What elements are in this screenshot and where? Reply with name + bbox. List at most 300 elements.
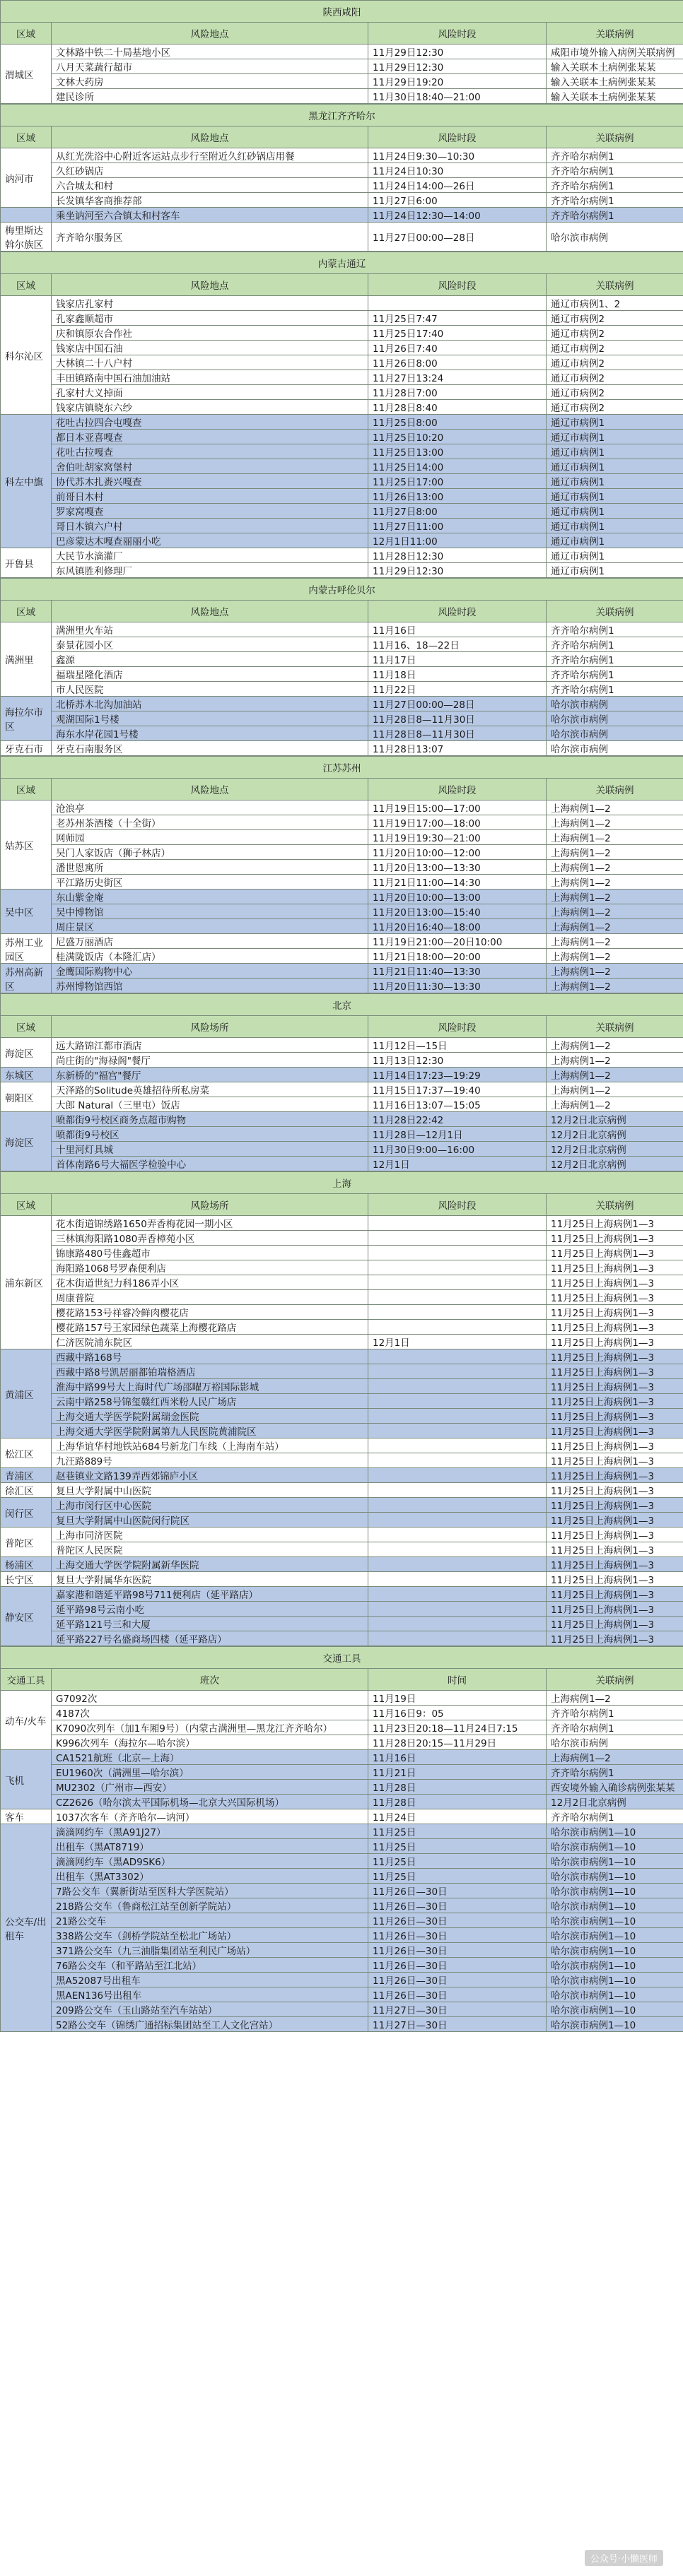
time-cell: 11月19日17:00—18:00	[368, 815, 547, 830]
case-cell: 通辽市病例2	[547, 370, 683, 385]
location-cell: 网师园	[52, 830, 368, 845]
location-cell: 上海市闵行区中心医院	[52, 1498, 368, 1513]
time-cell	[368, 1364, 547, 1379]
table-row	[1, 1557, 683, 1572]
time-cell: 11月24日10:30	[368, 163, 547, 178]
case-cell: 上海病例1—2	[547, 1750, 683, 1765]
location-cell: 从红光洗浴中心附近客运站点步行至附近久红砂锅店用餐	[52, 148, 368, 163]
table-row	[1, 622, 683, 637]
case-cell: 通辽市病例1	[547, 474, 683, 489]
location-cell: 庆和镇原农合作社	[52, 326, 368, 341]
time-cell: 11月25日	[368, 1824, 547, 1839]
case-cell: 通辽市病例2	[547, 341, 683, 355]
case-cell: 通辽市病例1	[547, 489, 683, 504]
location-cell: 52路公交车（锦绣广通招标集团站至工人文化宫站）	[52, 2017, 368, 2032]
region-cell: 闵行区	[1, 1498, 52, 1528]
time-cell: 11月28日13:07	[368, 741, 547, 756]
table-row	[1, 504, 683, 519]
table-row	[1, 964, 683, 979]
case-cell: 11月25日上海病例1—3	[547, 1513, 683, 1528]
table-row	[1, 1869, 683, 1884]
section-table	[0, 104, 683, 252]
table-row	[1, 74, 683, 89]
location-cell: 花吐古拉嘎查	[52, 444, 368, 459]
location-cell: 钱家店中国石油	[52, 341, 368, 355]
region-cell: 开鲁县	[1, 548, 52, 578]
time-cell: 11月28日8—11月30日	[368, 726, 547, 741]
case-cell: 哈尔滨市病例1—10	[547, 1987, 683, 2002]
case-cell: 11月25日上海病例1—3	[547, 1394, 683, 1409]
case-cell: 11月25日上海病例1—3	[547, 1424, 683, 1438]
location-cell: 桂满陇饭店（本隆汇店）	[52, 949, 368, 964]
header-row	[1, 274, 683, 296]
case-cell: 输入关联本土病例张某某	[547, 74, 683, 89]
case-cell: 12月2日北京病例	[547, 1157, 683, 1171]
table-row	[1, 1483, 683, 1498]
region-cell: 东城区	[1, 1068, 52, 1082]
table-row	[1, 548, 683, 563]
table-row	[1, 1498, 683, 1513]
time-cell: 11月15日17:37—19:40	[368, 1082, 547, 1097]
location-cell: 371路公交车（九三油脂集团站至利民广场站）	[52, 1943, 368, 1958]
time-cell: 11月20日10:00—13:00	[368, 890, 547, 904]
case-cell: 11月25日上海病例1—3	[547, 1602, 683, 1617]
case-cell: 12月2日北京病例	[547, 1112, 683, 1127]
column-header: 风险地点	[52, 779, 368, 800]
table-row	[1, 1987, 683, 2002]
case-cell: 上海病例1—2	[547, 1097, 683, 1112]
case-cell: 哈尔滨市病例1—10	[547, 1869, 683, 1884]
time-cell	[368, 1542, 547, 1557]
table-row	[1, 385, 683, 400]
region-cell: 动车/火车	[1, 1691, 52, 1750]
section-table	[0, 252, 683, 578]
section-title: 上海	[1, 1172, 683, 1194]
region-cell: 讷河市	[1, 148, 52, 208]
table-row	[1, 59, 683, 74]
location-cell: 海阳路1068号罗森便利店	[52, 1260, 368, 1275]
region-cell: 徐汇区	[1, 1483, 52, 1498]
time-cell: 11月27日13:24	[368, 370, 547, 385]
case-cell: 齐齐哈尔病例1	[547, 1706, 683, 1720]
time-cell	[368, 1379, 547, 1394]
region-cell: 梅里斯达斡尔族区	[1, 223, 52, 252]
table-row	[1, 800, 683, 815]
location-cell: 喷都街9号校区商务点超市购物	[52, 1112, 368, 1127]
location-cell: 出租车（黑AT3302）	[52, 1869, 368, 1884]
time-cell: 11月25日	[368, 1869, 547, 1884]
location-cell: 淮海中路99号大上海时代广场邵曜万裕国际影城	[52, 1379, 368, 1394]
table-row	[1, 1795, 683, 1809]
location-cell: 樱花路157号王家园绿色蔬菜上海樱花路店	[52, 1320, 368, 1335]
case-cell: 上海病例1—2	[547, 890, 683, 904]
time-cell: 11月29日12:30	[368, 563, 547, 578]
column-header: 区域	[1, 274, 52, 296]
table-row	[1, 815, 683, 830]
header-row	[1, 23, 683, 45]
section-title: 交通工具	[1, 1647, 683, 1669]
time-cell	[368, 1394, 547, 1409]
table-row	[1, 1053, 683, 1068]
time-cell: 11月12日—15日	[368, 1038, 547, 1053]
location-cell: 338路公交车（剑桥学院站至松北广场站）	[52, 1928, 368, 1943]
section-title: 北京	[1, 994, 683, 1016]
location-cell: 十里河灯具城	[52, 1142, 368, 1157]
case-cell: 齐齐哈尔病例1	[547, 1765, 683, 1780]
table-row	[1, 1438, 683, 1453]
case-cell: 哈尔滨市病例1—10	[547, 1913, 683, 1928]
time-cell: 11月27日8:00	[368, 504, 547, 519]
time-cell: 11月20日13:00—15:40	[368, 904, 547, 919]
time-cell	[368, 1320, 547, 1335]
location-cell: K996次列车（海拉尔—哈尔滨）	[52, 1735, 368, 1750]
location-cell: 哥日木镇六户村	[52, 519, 368, 533]
case-cell: 上海病例1—2	[547, 800, 683, 815]
column-header: 区域	[1, 23, 52, 45]
table-row	[1, 1038, 683, 1053]
time-cell: 11月21日11:40—13:30	[368, 964, 547, 979]
time-cell: 11月27日—30日	[368, 2002, 547, 2017]
case-cell: 通辽市病例1	[547, 459, 683, 474]
table-row	[1, 682, 683, 697]
location-cell: 锦康路480号佳鑫超市	[52, 1246, 368, 1260]
location-cell: 潘世恩寓所	[52, 860, 368, 875]
section-title: 江苏苏州	[1, 757, 683, 779]
time-cell	[368, 1453, 547, 1468]
header-row	[1, 601, 683, 622]
time-cell: 11月28日20:15—11月29日	[368, 1735, 547, 1750]
table-row	[1, 1513, 683, 1528]
case-cell: 输入关联本土病例张某某	[547, 59, 683, 74]
time-cell	[368, 1231, 547, 1246]
case-cell: 通辽市病例2	[547, 355, 683, 370]
case-cell: 11月25日上海病例1—3	[547, 1409, 683, 1424]
table-row	[1, 148, 683, 163]
section-table	[0, 1646, 683, 2032]
column-header: 区域	[1, 601, 52, 622]
table-row	[1, 1631, 683, 1646]
location-cell: 齐齐哈尔服务区	[52, 223, 368, 252]
table-row	[1, 311, 683, 326]
table-row	[1, 1973, 683, 1987]
location-cell: 1037次客车（齐齐哈尔—讷河）	[52, 1809, 368, 1824]
column-header: 风险时段	[368, 1194, 547, 1216]
location-cell: 大民节水滴灌厂	[52, 548, 368, 563]
table-row	[1, 1824, 683, 1839]
case-cell: 齐齐哈尔病例1	[547, 1720, 683, 1735]
case-cell: 齐齐哈尔病例1	[547, 178, 683, 193]
table-row	[1, 563, 683, 578]
table-row	[1, 934, 683, 949]
table-row	[1, 1854, 683, 1869]
case-cell: 齐齐哈尔病例1	[547, 667, 683, 682]
table-row	[1, 875, 683, 890]
location-cell: 周康普院	[52, 1290, 368, 1305]
column-header: 区域	[1, 1194, 52, 1216]
case-cell: 通辽市病例1	[547, 444, 683, 459]
time-cell	[368, 1349, 547, 1364]
case-cell: 上海病例1—2	[547, 934, 683, 949]
table-row	[1, 89, 683, 104]
time-cell	[368, 1483, 547, 1498]
location-cell: 上海华谊华村地铁站684号新龙门车线（上海南车站）	[52, 1438, 368, 1453]
location-cell: 东风镇胜利修理厂	[52, 563, 368, 578]
region-cell: 浦东新区	[1, 1216, 52, 1349]
section-title: 内蒙古呼伦贝尔	[1, 579, 683, 601]
case-cell: 通辽市病例1	[547, 504, 683, 519]
case-cell: 哈尔滨市病例	[547, 697, 683, 711]
case-cell: 哈尔滨市病例1—10	[547, 1973, 683, 1987]
case-cell: 上海病例1—2	[547, 949, 683, 964]
location-cell: 复旦大学附属中山医院	[52, 1483, 368, 1498]
table-row	[1, 415, 683, 430]
location-cell: 观湖国际1号楼	[52, 711, 368, 726]
location-cell: 上海交通大学医学院附属瑞金医院	[52, 1409, 368, 1424]
location-cell: 218路公交车（鲁商松江站至创新学院站）	[52, 1898, 368, 1913]
section-table	[0, 756, 683, 993]
location-cell: 西藏中路168号	[52, 1349, 368, 1364]
time-cell: 11月14日17:23—19:29	[368, 1068, 547, 1082]
time-cell	[368, 1216, 547, 1231]
case-cell: 上海病例1—2	[547, 830, 683, 845]
region-cell: 科尔沁区	[1, 296, 52, 415]
time-cell: 11月13日12:30	[368, 1053, 547, 1068]
region-cell: 普陀区	[1, 1528, 52, 1557]
time-cell	[368, 1587, 547, 1602]
location-cell: 钱家店镇晓东六纱	[52, 400, 368, 415]
table-row	[1, 1706, 683, 1720]
time-cell: 11月29日12:30	[368, 59, 547, 74]
case-cell: 上海病例1—2	[547, 1053, 683, 1068]
time-cell: 11月27日6:00	[368, 193, 547, 208]
region-cell: 海淀区	[1, 1038, 52, 1068]
table-row	[1, 637, 683, 652]
table-row	[1, 1943, 683, 1958]
table-row	[1, 2017, 683, 2032]
case-cell: 上海病例1—2	[547, 964, 683, 979]
location-cell: 嘉家港和谐延平路98号711便利店（延平路店）	[52, 1587, 368, 1602]
table-row	[1, 1142, 683, 1157]
header-row	[1, 1016, 683, 1038]
time-cell: 11月26日—30日	[368, 1943, 547, 1958]
time-cell: 11月26日—30日	[368, 1973, 547, 1987]
column-header: 风险场所	[52, 1194, 368, 1216]
location-cell: CZ2626（哈尔滨太平国际机场—北京大兴国际机场）	[52, 1795, 368, 1809]
location-cell: 大郎 Natural（三里屯）饭店	[52, 1097, 368, 1112]
location-cell: 文林大药房	[52, 74, 368, 89]
table-row	[1, 1617, 683, 1631]
case-cell: 11月25日上海病例1—3	[547, 1335, 683, 1349]
time-cell: 11月24日9:30—10:30	[368, 148, 547, 163]
time-cell: 11月16日13:07—15:05	[368, 1097, 547, 1112]
case-cell: 齐齐哈尔病例1	[547, 652, 683, 667]
case-cell: 上海病例1—2	[547, 904, 683, 919]
time-cell: 11月27日11:00	[368, 519, 547, 533]
location-cell: MU2302（广州市—西安）	[52, 1780, 368, 1795]
location-cell: 孔家村大义掉面	[52, 385, 368, 400]
time-cell: 11月26日—30日	[368, 1958, 547, 1973]
table-row	[1, 1097, 683, 1112]
location-cell: 福瑞星隆化酒店	[52, 667, 368, 682]
case-cell: 11月25日上海病例1—3	[547, 1453, 683, 1468]
time-cell	[368, 1275, 547, 1290]
table-row	[1, 341, 683, 355]
case-cell: 11月25日上海病例1—3	[547, 1542, 683, 1557]
column-header: 风险时段	[368, 779, 547, 800]
location-cell: 209路公交车（玉山路站至汽车站站）	[52, 2002, 368, 2017]
section-table	[0, 993, 683, 1171]
table-row	[1, 296, 683, 311]
location-cell: 花吐古拉四合屯嘎查	[52, 415, 368, 430]
region-cell: 黄浦区	[1, 1349, 52, 1438]
location-cell: 罗家窝嘎查	[52, 504, 368, 519]
case-cell: 齐齐哈尔病例1	[547, 163, 683, 178]
location-cell: 大林镇二十八户村	[52, 355, 368, 370]
column-header: 风险地点	[52, 274, 368, 296]
time-cell: 11月23日20:18—11月24日7:15	[368, 1720, 547, 1735]
column-header: 风险时段	[368, 23, 547, 45]
table-row	[1, 370, 683, 385]
location-cell: 泰景花园小区	[52, 637, 368, 652]
location-cell: 苏州博物馆西馆	[52, 979, 368, 993]
table-row	[1, 1735, 683, 1750]
table-row	[1, 1290, 683, 1305]
table-row	[1, 711, 683, 726]
table-row	[1, 1572, 683, 1587]
case-cell: 哈尔滨市病例1—10	[547, 2017, 683, 2032]
table-row	[1, 726, 683, 741]
location-cell: 东山紫金庵	[52, 890, 368, 904]
time-cell	[368, 1513, 547, 1528]
case-cell: 上海病例1—2	[547, 1038, 683, 1053]
table-row	[1, 474, 683, 489]
table-row	[1, 45, 683, 59]
case-cell: 哈尔滨市病例1—10	[547, 1898, 683, 1913]
region-cell: 青浦区	[1, 1468, 52, 1483]
case-cell: 通辽市病例1	[547, 563, 683, 578]
header-row	[1, 126, 683, 148]
location-cell: 上海交通大学医学院附属新华医院	[52, 1557, 368, 1572]
column-header: 班次	[52, 1669, 368, 1691]
table-row	[1, 400, 683, 415]
location-cell: 滴滴网约车（黑AD9SK6）	[52, 1854, 368, 1869]
case-cell: 11月25日上海病例1—3	[547, 1216, 683, 1231]
case-cell: 上海病例1—2	[547, 1068, 683, 1082]
table-row	[1, 519, 683, 533]
time-cell: 11月24日	[368, 1809, 547, 1824]
column-header: 风险场所	[52, 1016, 368, 1038]
table-row	[1, 1809, 683, 1824]
time-cell: 11月18日	[368, 667, 547, 682]
location-cell: 延平路98号云南小吃	[52, 1602, 368, 1617]
case-cell: 哈尔滨市病例	[547, 711, 683, 726]
case-cell: 哈尔滨市病例	[547, 741, 683, 756]
case-cell: 通辽市病例2	[547, 400, 683, 415]
section-title: 内蒙古通辽	[1, 252, 683, 274]
time-cell	[368, 1424, 547, 1438]
region-cell: 牙克石市	[1, 741, 52, 756]
time-cell	[368, 1438, 547, 1453]
column-header: 风险时段	[368, 601, 547, 622]
column-header: 关联病例	[547, 1194, 683, 1216]
time-cell: 11月27日—30日	[368, 2017, 547, 2032]
case-cell: 哈尔滨市病例1—10	[547, 1839, 683, 1854]
case-cell: 11月25日上海病例1—3	[547, 1587, 683, 1602]
location-cell: 周庄景区	[52, 919, 368, 934]
case-cell: 12月2日北京病例	[547, 1127, 683, 1142]
location-cell: 西藏中路8号凯居丽都铂瑞格酒店	[52, 1364, 368, 1379]
time-cell: 11月20日11:30—13:30	[368, 979, 547, 993]
location-cell: 海东水岸花园1号楼	[52, 726, 368, 741]
case-cell: 哈尔滨市病例	[547, 1735, 683, 1750]
time-cell: 12月1日	[368, 1335, 547, 1349]
time-cell	[368, 1498, 547, 1513]
table-row	[1, 208, 683, 223]
case-cell: 齐齐哈尔病例1	[547, 637, 683, 652]
location-cell: 尼盛万丽酒店	[52, 934, 368, 949]
table-row	[1, 459, 683, 474]
time-cell	[368, 1617, 547, 1631]
case-cell: 11月25日上海病例1—3	[547, 1364, 683, 1379]
case-cell: 哈尔滨市病例1—10	[547, 1928, 683, 1943]
case-cell: 上海病例1—2	[547, 875, 683, 890]
location-cell: 7路公交车（翼新街站至医科大学医院站）	[52, 1884, 368, 1898]
location-cell: 上海交通大学医学院附属第九人民医院黄浦院区	[52, 1424, 368, 1438]
region-cell: 杨浦区	[1, 1557, 52, 1572]
case-cell: 齐齐哈尔病例1	[547, 682, 683, 697]
location-cell: 前哥日木村	[52, 489, 368, 504]
region-cell: 飞机	[1, 1750, 52, 1809]
column-header: 关联病例	[547, 126, 683, 148]
time-cell: 11月25日	[368, 1854, 547, 1869]
table-row	[1, 1765, 683, 1780]
section-title: 黑龙江齐齐哈尔	[1, 105, 683, 126]
case-cell: 11月25日上海病例1—3	[547, 1275, 683, 1290]
location-cell: 76路公交车（和平路站至江北站）	[52, 1958, 368, 1973]
column-header: 关联病例	[547, 1669, 683, 1691]
table-row	[1, 1394, 683, 1409]
time-cell: 11月19日21:00—20日10:00	[368, 934, 547, 949]
location-cell: 东新桥的"福宫"餐厅	[52, 1068, 368, 1082]
location-cell: 花木街道锦绣路1650弄香梅花园一期小区	[52, 1216, 368, 1231]
time-cell: 11月26日7:40	[368, 341, 547, 355]
region-cell: 海拉尔市区	[1, 697, 52, 741]
case-cell: 哈尔滨市病例1—10	[547, 1854, 683, 1869]
location-cell: 云南中路258号锦玺赣红西米粉人民广场店	[52, 1394, 368, 1409]
time-cell	[368, 1631, 547, 1646]
location-cell: 上海市同济医院	[52, 1528, 368, 1542]
column-header: 交通工具	[1, 1669, 52, 1691]
time-cell: 11月28日8:40	[368, 400, 547, 415]
table-row	[1, 1913, 683, 1928]
table-row	[1, 741, 683, 756]
time-cell: 11月26日—30日	[368, 1884, 547, 1898]
table-row	[1, 1424, 683, 1438]
time-cell: 11月25日	[368, 1839, 547, 1854]
region-cell	[1, 208, 52, 223]
time-cell: 11月27日00:00—28日	[368, 697, 547, 711]
time-cell: 11月26日—30日	[368, 1987, 547, 2002]
location-cell: 远大路锦江都市酒店	[52, 1038, 368, 1053]
case-cell: 11月25日上海病例1—3	[547, 1483, 683, 1498]
case-cell: 齐齐哈尔病例1	[547, 208, 683, 223]
time-cell	[368, 296, 547, 311]
location-cell: 八月天菜蔬行超市	[52, 59, 368, 74]
time-cell: 11月25日7:47	[368, 311, 547, 326]
header-row	[1, 1669, 683, 1691]
case-cell: 上海病例1—2	[547, 1082, 683, 1097]
location-cell: 鑫源	[52, 652, 368, 667]
